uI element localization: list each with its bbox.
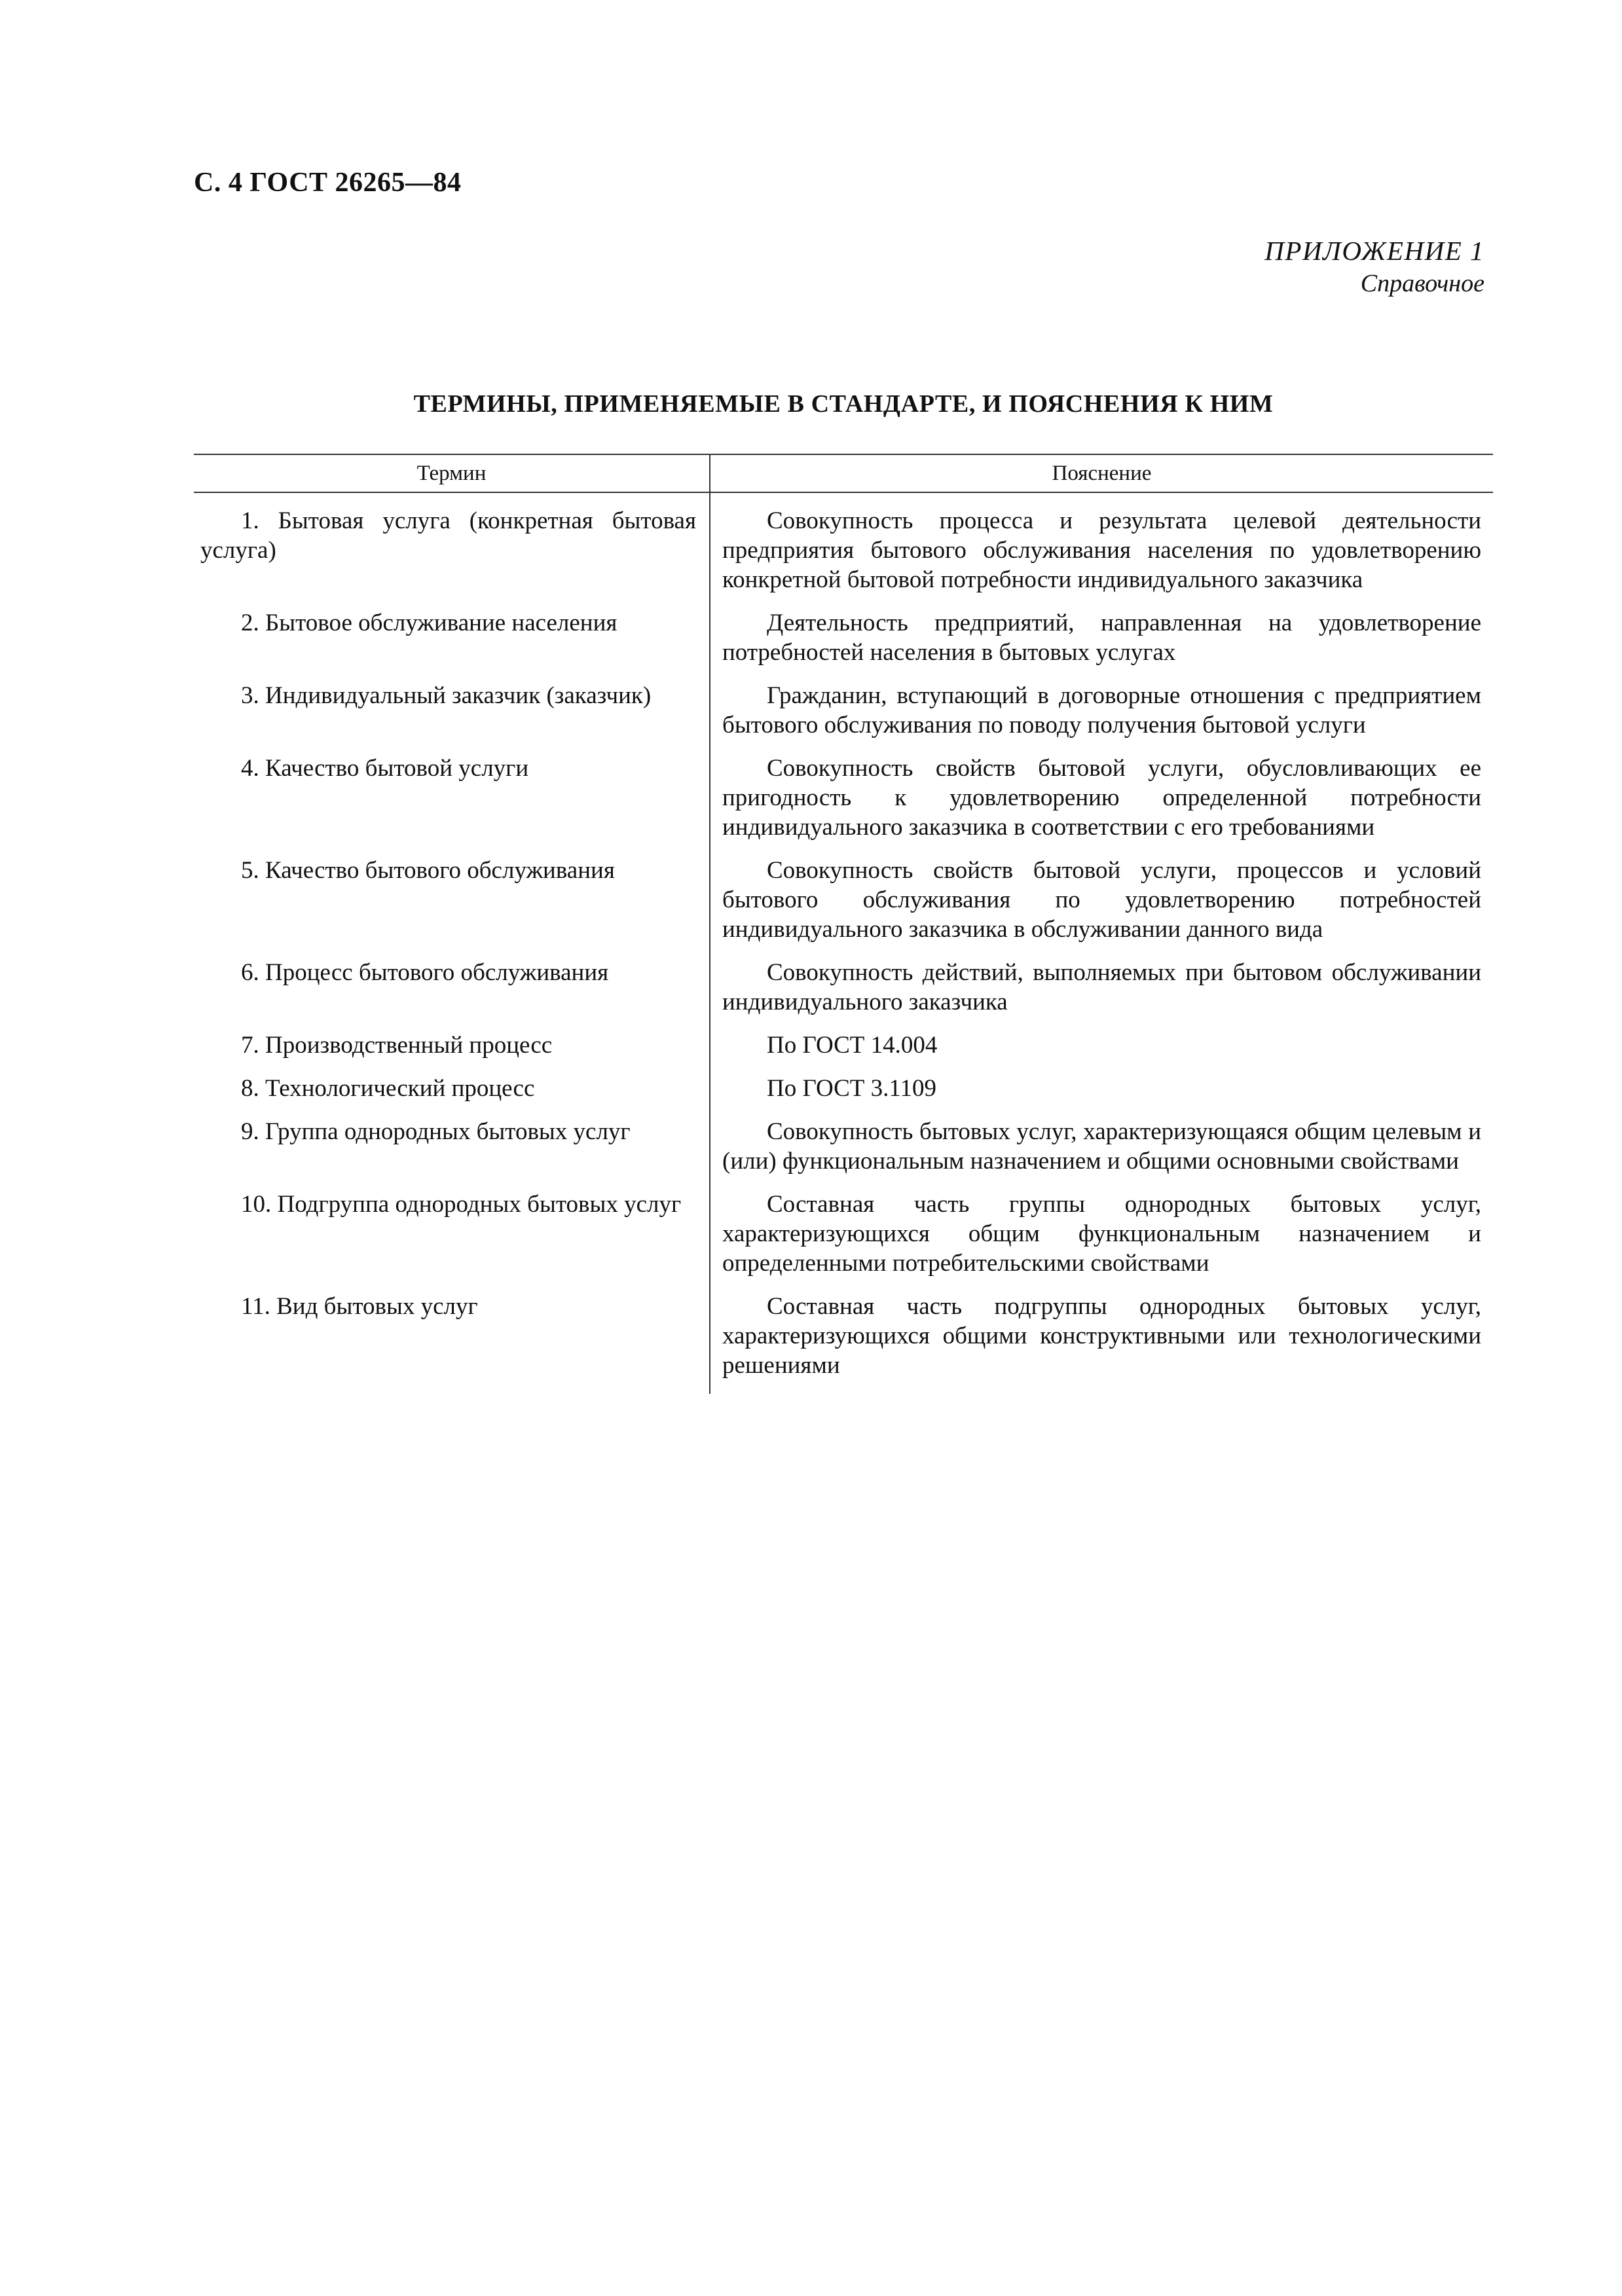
term-cell: 11. Вид бытовых услуг	[194, 1292, 710, 1394]
table-row	[194, 856, 1493, 958]
term-cell: 8. Технологический процесс	[194, 1074, 710, 1117]
document-title: ТЕРМИНЫ, ПРИМЕНЯЕМЫЕ В СТАНДАРТЕ, И ПОЯСНЕНИЯ К НИМ	[413, 390, 1274, 418]
explanation-cell: Совокупность действий, выполняемых при бытовом обслуживании индивидуального заказчика	[722, 959, 1481, 1015]
table-row	[194, 681, 1493, 754]
explanation-cell: Совокупность свойств бытовой услуги, процессов и условий бытового обслуживания по удовлетворению потребностей индивидуального заказчика в обслуживании данного вида	[722, 857, 1481, 943]
term-cell: 2. Бытовое обслуживание населения	[194, 608, 710, 681]
explanation-cell: Деятельность предприятий, направленная на удовлетворение потребностей населения в бытовых услугах	[722, 610, 1481, 666]
table-row	[194, 958, 1493, 1030]
term-cell: 10. Подгруппа однородных бытовых услуг	[194, 1190, 710, 1292]
terms-table	[194, 454, 1493, 1394]
explanation-cell: Совокупность свойств бытовой услуги, обусловливающих ее пригодность к удовлетворению определенной потребности индивидуального заказчика в соответствии с его требованиями	[722, 755, 1481, 841]
term-cell: 7. Производственный процесс	[194, 1030, 710, 1074]
table-row	[194, 1190, 1493, 1292]
explanation-cell: По ГОСТ 14.004	[767, 1032, 938, 1059]
term-cell: 4. Качество бытовой услуги	[194, 754, 710, 856]
appendix-type: Справочное	[1360, 270, 1484, 297]
explanation-cell: Совокупность бытовых услуг, характеризующаяся общим целевым и (или) функциональным назначением и общими основными свойствами	[722, 1118, 1481, 1175]
explanation-cell: Гражданин, вступающий в договорные отношения с предприятием бытового обслуживания по поводу получения бытовой услуги	[722, 682, 1481, 738]
explanation-cell: По ГОСТ 3.1109	[767, 1075, 937, 1102]
explanation-cell: Составная часть группы однородных бытовых услуг, характеризующихся общим функциональным назначением и определенными потребительскими свойствами	[722, 1191, 1481, 1277]
column-header-explanation: Пояснение	[710, 454, 1493, 492]
explanation-cell: Совокупность процесса и результата целевой деятельности предприятия бытового обслуживания населения по удовлетворению конкретной бытовой потребности индивидуального заказчика	[722, 507, 1481, 593]
term-cell: 3. Индивидуальный заказчик (заказчик)	[194, 681, 710, 754]
appendix-block	[1092, 234, 1484, 300]
table-row	[194, 1030, 1493, 1074]
table-row	[194, 492, 1493, 608]
table-row	[194, 754, 1493, 856]
table-row	[194, 1074, 1493, 1117]
table-row	[194, 1117, 1493, 1190]
appendix-label: ПРИЛОЖЕНИЕ 1	[1264, 236, 1484, 266]
table-row	[194, 608, 1493, 681]
column-header-term: Термин	[194, 454, 710, 492]
term-cell: 5. Качество бытового обслуживания	[194, 856, 710, 958]
term-cell: 6. Процесс бытового обслуживания	[194, 958, 710, 1030]
explanation-cell: Составная часть подгруппы однородных бытовых услуг, характеризующихся общими конструктивными или технологическими решениями	[722, 1293, 1481, 1379]
term-cell: 9. Группа однородных бытовых услуг	[194, 1117, 710, 1190]
term-cell: 1. Бытовая услуга (конкретная бытовая услуга)	[194, 492, 710, 608]
page-header: С. 4 ГОСТ 26265—84	[194, 168, 462, 198]
table-row	[194, 1292, 1493, 1394]
table-header-row	[194, 454, 1493, 492]
